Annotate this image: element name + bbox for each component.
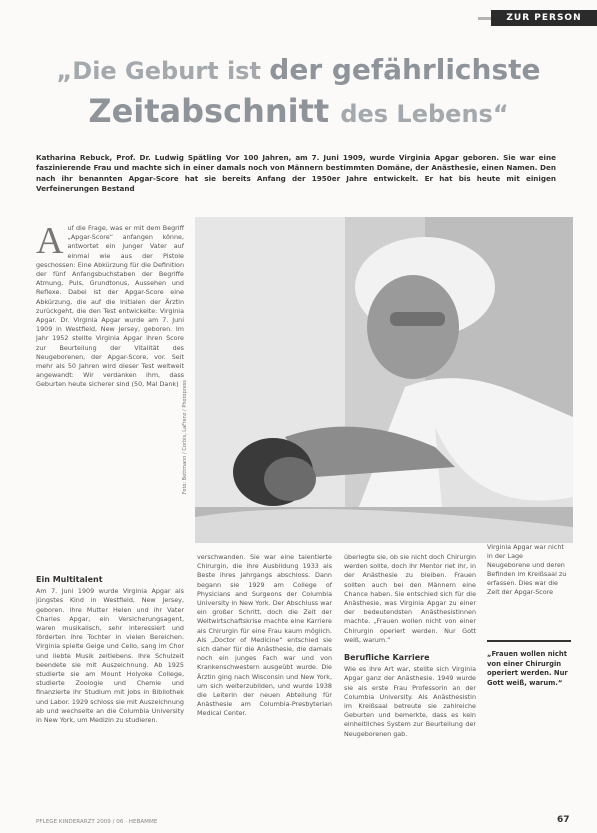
lead-byline: Katharina Rebuck, Prof. Dr. Ludwig Spätling xyxy=(36,153,222,162)
headline-quote-open: „ xyxy=(56,57,73,85)
section-karriere xyxy=(344,553,476,739)
section-heading-karriere: Berufliche Karriere xyxy=(344,653,430,663)
drop-cap: A xyxy=(36,220,64,262)
intro-column xyxy=(36,220,184,390)
section-tag: ZUR PERSON xyxy=(491,10,597,26)
middle-column-text: verschwanden. Sie war eine talentierte Chirurgin, die ihre Ausbildung 1933 als Beste ihres Jahrgangs abschloss. Dann begann sie 1929 am College of Physicians and Surgeons der Columbia University in New York. Der Abschluss war ein großer Schritt, doch die Zeit der Weltwirtschaftskrise machte eine Karriere als Chirurgin für eine Frau kaum möglich. Als „Doctor of Medicine“ entschied sie sich daher für die Anästhesie, die damals noch ein junges Fach war und von Krankenschwestern ausgeübt wurde. Die Ärztin ging nach Wisconsin und New York, um sich weiterzubilden, und wurde 1938 die Leiterin der neuen Abteilung für Anästhesie am Columbia-Presbyterian Medical Center. xyxy=(197,553,332,718)
photo-illustration xyxy=(195,217,573,543)
photo-caption: Virginia Apgar war nicht in der Lage Neugeborene und deren Befinden im Kreißsaal zu erfassen. Dies war die Zeit der Apgar-Score xyxy=(487,543,567,596)
lead-text: Vor 100 Jahren, am 7. Juni 1909, wurde Virginia Apgar geboren. Sie war eine faszinierende Frau und machte sich in einer damals noch von Männern bestimmten Domäne, der Anästhesie, einen Namen. Den nach ihr benannten Apgar-Score hat sie bereits Anfang der 1950er Jahre entwickelt. Er hat bis heute mit einigen Verfeinerungen Bestand xyxy=(36,153,556,194)
section-multitalent xyxy=(36,567,184,725)
section-text-multitalent: Am 7. Juni 1909 wurde Virginia Apgar als jüngstes Kind in Westfield, New Jersey, geboren. Ihre Mutter Helen und ihr Vater Charles Apgar, ein Versicherungsagent, waren musikalisch, sehr interessiert und förderten ihre Tochter in vielen Bereichen. Virginia spielte Geige und Cello, sang im Chor und liebte Musik zeitlebens. Ihre Schulzeit beendete sie mit Auszeichnung. Ab 1925 studierte sie am Mount Holyoke College, studierte Zoologie und Chemie und finanzierte ihr Studium mit Jobs in Bibliothek und Labor. 1929 schloss sie mit Auszeichnung ab und wechselte an die Columbia University in New York, um Medizin zu studieren. xyxy=(36,587,184,725)
page-footer: PFLEGE KINDERARZT 2009 / 06 · HEBAMME xyxy=(36,819,158,825)
lead-paragraph xyxy=(36,153,556,195)
headline xyxy=(0,50,597,134)
headline-light-2: des Lebens“ xyxy=(340,100,509,128)
photo-credit: Foto: Bettmann / Corbis, LaFrenz / Photopress xyxy=(182,380,188,495)
pull-quote-rule xyxy=(487,640,571,642)
karriere-pre-text: überlegte sie, ob sie nicht doch Chirurgin werden sollte, doch ihr Mentor riet ihr, in der Anästhesie zu bleiben. Frauen sollten auch bei den Männern eine Chance haben. Sie entschied sich für die Anästhesie, was Virginia Apgar zu einer der bedeutendsten Anästhesistinnen machte. „Frauen wollen nicht von einer Chirurgin operiert werden. Nur Gott weiß, warum.“ xyxy=(344,553,476,644)
pull-quote-text: „Frauen wollen nicht von einer Chirurgin operiert werden. Nur Gott weiß, warum.“ xyxy=(487,650,568,687)
middle-column xyxy=(197,553,332,719)
headline-light-1: Die Geburt ist xyxy=(72,57,270,85)
page-number: 67 xyxy=(557,815,570,825)
pull-quote xyxy=(487,650,571,688)
intro-text: uf die Frage, was er mit dem Begriff „Apgar-Score“ anfangen könne, antwortet ein junger Vater auf einmal wie aus der Pistole geschossen: Eine Abkürzung für die Definition der fünf Anfangsbuchstaben der Begriffe Atmung, Puls, Grundtonus, Aussehen und Reflexe. Dabei ist der Apgar-Score eine Abkürzung, die auf die Initialen der Ärztin zurückgeht, die den Test entwickelte: Virginia Apgar. Dr. Virginia Apgar wurde am 7. Juni 1909 in Westfield, New Jersey, geboren. Im Jahr 1952 stellte Virginia Apgar ihren Score zur Beurteilung der Vitalität des Neugeborenen, der Apgar-Score, vor. Seit mehr als 50 Jahren wird dieser Test weltweit angewandt: Wir verdanken ihm, dass Geburten heute sicherer sind (50, Mal Dank) xyxy=(36,224,184,389)
tag-rule xyxy=(478,17,491,20)
section-heading-multitalent: Ein Multitalent xyxy=(36,575,103,584)
article-photo xyxy=(195,217,573,543)
headline-dark-1: der gefährlichste xyxy=(269,53,541,86)
headline-dark-2: Zeitabschnitt xyxy=(88,92,341,130)
section-text-karriere: Wie es ihre Art war, stellte sich Virginia Apgar ganz der Anästhesie. 1949 wurde sie als erste Frau Professorin an der Columbia University. Als Anästhesistin im Kreißsaal betreute sie zahlreiche Geburten und bemerkte, dass es kein einheitliches System zur Beurteilung der Neugeborenen gab. xyxy=(344,665,476,738)
section-tag-bar xyxy=(0,0,597,36)
